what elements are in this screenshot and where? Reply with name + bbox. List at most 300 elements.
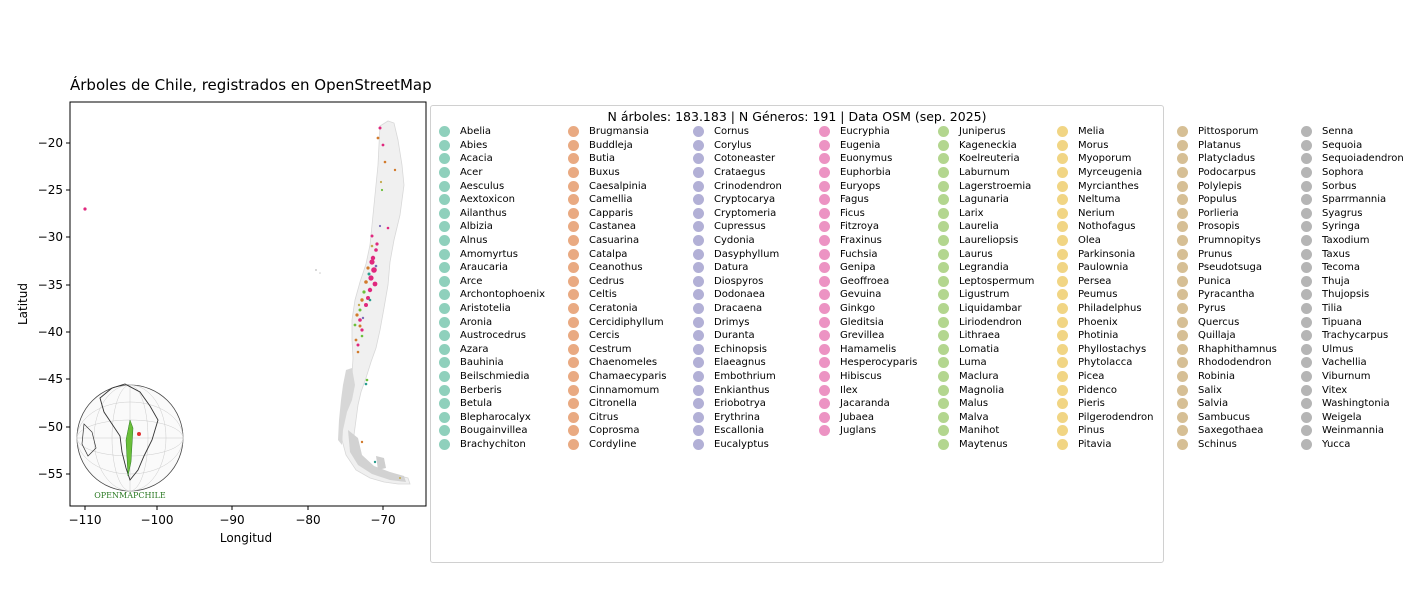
legend-item-label: Echinopsis — [714, 343, 767, 355]
legend-item — [819, 152, 917, 166]
legend-item-label: Sorbus — [1322, 180, 1357, 192]
legend-item — [1057, 302, 1153, 316]
legend-marker-icon — [693, 385, 704, 396]
legend-item — [819, 220, 917, 234]
legend-marker-icon — [439, 235, 450, 246]
legend-marker-icon — [938, 357, 949, 368]
y-tick-label: −55 — [37, 467, 63, 481]
legend-item-label: Berberis — [460, 384, 502, 396]
legend-item-label: Platanus — [1198, 139, 1241, 151]
legend-item-label: Laurus — [959, 248, 993, 260]
legend-marker-icon — [1301, 153, 1312, 164]
legend-marker-icon — [1057, 425, 1068, 436]
legend-marker-icon — [1301, 140, 1312, 151]
legend-marker-icon — [938, 385, 949, 396]
legend-marker-icon — [1177, 221, 1188, 232]
legend-marker-icon — [1057, 289, 1068, 300]
legend-item — [568, 275, 666, 289]
legend-item — [568, 220, 666, 234]
legend-marker-icon — [1057, 140, 1068, 151]
legend-marker-icon — [938, 344, 949, 355]
legend-marker-icon — [568, 153, 579, 164]
legend-item-label: Amomyrtus — [460, 248, 518, 260]
legend-item — [568, 383, 666, 397]
legend-title: N árboles: 183.183 | N Géneros: 191 | Data OSM (sep. 2025) — [607, 109, 987, 124]
legend-marker-icon — [1301, 303, 1312, 314]
legend-item — [439, 329, 545, 343]
legend-item-label: Jubaea — [840, 411, 875, 423]
legend-item-label: Pidenco — [1078, 384, 1118, 396]
legend-item — [439, 139, 545, 153]
legend-item-label: Dasyphyllum — [714, 248, 780, 260]
legend-marker-icon — [819, 208, 830, 219]
legend-item-label: Taxodium — [1322, 235, 1370, 247]
legend-item-label: Paulownia — [1078, 262, 1129, 274]
legend-item-label: Taxus — [1322, 248, 1351, 260]
legend-item — [693, 356, 782, 370]
legend-item-label: Blepharocalyx — [460, 411, 531, 423]
legend-item — [439, 261, 545, 275]
legend-item-label: Malus — [959, 398, 989, 410]
legend-item-label: Pyracantha — [1198, 289, 1255, 301]
legend-item — [1301, 438, 1404, 452]
y-tick-label: −25 — [37, 183, 63, 197]
legend-item — [439, 356, 545, 370]
legend-marker-icon — [693, 249, 704, 260]
legend-item-label: Ilex — [840, 384, 858, 396]
legend-marker-icon — [1301, 276, 1312, 287]
legend-item-label: Brugmansia — [589, 126, 649, 138]
legend-item — [1057, 288, 1153, 302]
legend-item-label: Quercus — [1198, 316, 1240, 328]
legend-item-label: Legrandia — [959, 262, 1009, 274]
legend-item — [1177, 397, 1277, 411]
legend-item — [1057, 410, 1153, 424]
legend-item-label: Fitzroya — [840, 221, 880, 233]
legend-marker-icon — [938, 371, 949, 382]
legend-item-label: Sequoiadendron — [1322, 153, 1404, 165]
legend-marker-icon — [819, 276, 830, 287]
legend-item-label: Luma — [959, 357, 987, 369]
legend-marker-icon — [1057, 194, 1068, 205]
legend-item-label: Ceanothus — [589, 262, 643, 274]
legend-item — [568, 288, 666, 302]
legend-marker-icon — [819, 126, 830, 137]
legend-item — [568, 329, 666, 343]
legend-item — [1057, 234, 1153, 248]
legend-item-label: Podocarpus — [1198, 167, 1256, 179]
legend-marker-icon — [819, 344, 830, 355]
legend-item — [819, 139, 917, 153]
legend-marker-icon — [568, 425, 579, 436]
legend-item-label: Cinnamomum — [589, 384, 660, 396]
legend-item-label: Aextoxicon — [460, 194, 515, 206]
inset-logo-text: OPENMAPCHILE — [94, 491, 166, 500]
legend-item — [693, 397, 782, 411]
legend-marker-icon — [938, 181, 949, 192]
legend-item — [1057, 139, 1153, 153]
legend-item — [439, 397, 545, 411]
legend-item — [439, 302, 545, 316]
legend-item-label: Lomatia — [959, 343, 1000, 355]
legend-item-label: Diospyros — [714, 275, 764, 287]
legend-item — [439, 288, 545, 302]
legend-item — [938, 329, 1034, 343]
legend-marker-icon — [1301, 194, 1312, 205]
legend-column — [439, 125, 545, 451]
legend-column — [938, 125, 1034, 451]
legend-item-label: Parkinsonia — [1078, 248, 1136, 260]
legend-item-label: Viburnum — [1322, 370, 1371, 382]
legend-marker-icon — [439, 194, 450, 205]
legend-marker-icon — [1057, 412, 1068, 423]
legend-item — [1301, 329, 1404, 343]
legend-item-label: Dracaena — [714, 303, 763, 315]
legend-item — [938, 220, 1034, 234]
y-tick-label: −30 — [37, 230, 63, 244]
legend-item-label: Tilia — [1322, 303, 1343, 315]
legend-item — [1301, 139, 1404, 153]
legend-marker-icon — [1301, 289, 1312, 300]
legend-item-label: Laureliopsis — [959, 235, 1019, 247]
map-title: Árboles de Chile, registrados en OpenStreetMap — [70, 76, 432, 94]
x-tick-label: −70 — [370, 513, 396, 527]
legend-item — [938, 166, 1034, 180]
legend-item-label: Picea — [1078, 370, 1105, 382]
legend-marker-icon — [693, 208, 704, 219]
legend-item-label: Kageneckia — [959, 139, 1017, 151]
legend-marker-icon — [568, 385, 579, 396]
legend-marker-icon — [439, 439, 450, 450]
legend-marker-icon — [1177, 208, 1188, 219]
legend-item — [819, 397, 917, 411]
legend-marker-icon — [693, 221, 704, 232]
legend-item — [1177, 410, 1277, 424]
legend-item-label: Thuja — [1322, 275, 1350, 287]
legend-item-label: Phyllostachys — [1078, 343, 1147, 355]
legend-marker-icon — [693, 330, 704, 341]
legend-marker-icon — [938, 276, 949, 287]
legend-item — [1057, 370, 1153, 384]
legend-marker-icon — [1057, 439, 1068, 450]
legend-marker-icon — [693, 194, 704, 205]
legend-marker-icon — [693, 262, 704, 273]
legend-item-label: Neltuma — [1078, 194, 1121, 206]
legend-item — [938, 397, 1034, 411]
legend-marker-icon — [1301, 208, 1312, 219]
legend-marker-icon — [1177, 344, 1188, 355]
x-tick-label: −100 — [140, 513, 174, 527]
legend-marker-icon — [568, 330, 579, 341]
legend-marker-icon — [693, 289, 704, 300]
legend-item-label: Geoffroea — [840, 275, 890, 287]
legend-item — [693, 275, 782, 289]
legend-marker-icon — [1057, 235, 1068, 246]
legend-column — [1301, 125, 1404, 451]
legend-item — [1177, 152, 1277, 166]
legend-item-label: Corylus — [714, 139, 752, 151]
legend-item-label: Liriodendron — [959, 316, 1022, 328]
legend-item-label: Manihot — [959, 425, 1000, 437]
legend-item-label: Tipuana — [1322, 316, 1362, 328]
legend-item-label: Yucca — [1322, 438, 1351, 450]
legend-item — [1057, 261, 1153, 275]
legend-marker-icon — [439, 208, 450, 219]
legend-item-label: Pinus — [1078, 425, 1105, 437]
legend-item-label: Myrcianthes — [1078, 180, 1139, 192]
legend-column — [819, 125, 917, 438]
legend-marker-icon — [439, 303, 450, 314]
legend-item-label: Sophora — [1322, 167, 1364, 179]
legend-item — [819, 275, 917, 289]
map-plot — [0, 0, 430, 602]
legend-marker-icon — [1177, 181, 1188, 192]
legend-marker-icon — [439, 425, 450, 436]
legend-item — [819, 207, 917, 221]
legend-marker-icon — [568, 398, 579, 409]
legend-item-label: Philadelphus — [1078, 303, 1142, 315]
legend-item — [693, 261, 782, 275]
legend-marker-icon — [819, 181, 830, 192]
legend-item-label: Erythrina — [714, 411, 760, 423]
legend-marker-icon — [568, 181, 579, 192]
legend-item-label: Camellia — [589, 194, 633, 206]
legend-marker-icon — [439, 412, 450, 423]
legend-marker-icon — [819, 412, 830, 423]
legend-item-label: Koelreuteria — [959, 153, 1020, 165]
legend-marker-icon — [693, 425, 704, 436]
legend-item-label: Prunus — [1198, 248, 1233, 260]
legend-item-label: Alnus — [460, 235, 488, 247]
legend-item-label: Hibiscus — [840, 370, 882, 382]
legend-item-label: Salix — [1198, 384, 1222, 396]
legend-marker-icon — [1301, 385, 1312, 396]
legend-item — [1301, 343, 1404, 357]
legend-item-label: Ceratonia — [589, 303, 638, 315]
legend-item — [1057, 356, 1153, 370]
legend-item — [1057, 166, 1153, 180]
legend-marker-icon — [568, 167, 579, 178]
legend-marker-icon — [1057, 181, 1068, 192]
legend-item-label: Ligustrum — [959, 289, 1010, 301]
legend-item — [819, 166, 917, 180]
legend-item-label: Pseudotsuga — [1198, 262, 1262, 274]
legend-item-label: Abies — [460, 139, 488, 151]
legend-marker-icon — [938, 153, 949, 164]
legend-item — [819, 247, 917, 261]
legend-marker-icon — [1057, 221, 1068, 232]
legend-marker-icon — [1177, 235, 1188, 246]
y-tick-label: −20 — [37, 136, 63, 150]
legend-item — [1177, 315, 1277, 329]
legend-item — [439, 166, 545, 180]
legend-marker-icon — [568, 221, 579, 232]
legend-item-label: Leptospermum — [959, 275, 1035, 287]
legend-item — [819, 179, 917, 193]
legend-item — [1057, 179, 1153, 193]
legend-marker-icon — [1301, 221, 1312, 232]
legend-marker-icon — [1177, 385, 1188, 396]
legend-item — [938, 247, 1034, 261]
legend-item — [1301, 424, 1404, 438]
legend-item — [693, 424, 782, 438]
legend-marker-icon — [439, 398, 450, 409]
legend-marker-icon — [568, 439, 579, 450]
legend-item — [1057, 207, 1153, 221]
legend-marker-icon — [1057, 371, 1068, 382]
legend-item — [568, 207, 666, 221]
legend-item-label: Catalpa — [589, 248, 628, 260]
legend-marker-icon — [439, 153, 450, 164]
legend-item-label: Dodonaea — [714, 289, 766, 301]
legend-item-label: Peumus — [1078, 289, 1118, 301]
legend-marker-icon — [693, 167, 704, 178]
legend-item — [938, 261, 1034, 275]
legend-item — [439, 152, 545, 166]
legend-item-label: Syagrus — [1322, 207, 1363, 219]
legend-item — [439, 179, 545, 193]
legend-item-label: Thujopsis — [1322, 289, 1370, 301]
legend-marker-icon — [439, 126, 450, 137]
legend-marker-icon — [568, 249, 579, 260]
legend-item-label: Genipa — [840, 262, 876, 274]
legend-item-label: Datura — [714, 262, 749, 274]
legend-marker-icon — [439, 140, 450, 151]
legend-item — [1177, 383, 1277, 397]
legend-marker-icon — [1301, 167, 1312, 178]
legend-marker-icon — [938, 262, 949, 273]
legend-item — [693, 247, 782, 261]
legend-item-label: Sambucus — [1198, 411, 1250, 423]
legend-item — [819, 383, 917, 397]
legend-marker-icon — [819, 303, 830, 314]
legend-marker-icon — [1177, 425, 1188, 436]
legend-item-label: Hamamelis — [840, 343, 897, 355]
legend-marker-icon — [693, 317, 704, 328]
legend-item — [938, 207, 1034, 221]
legend-item-label: Casuarina — [589, 235, 640, 247]
legend-marker-icon — [819, 398, 830, 409]
legend-item — [568, 370, 666, 384]
legend-item — [819, 125, 917, 139]
legend-item — [693, 234, 782, 248]
legend-item — [819, 234, 917, 248]
legend-marker-icon — [1301, 330, 1312, 341]
legend-item-label: Chaenomeles — [589, 357, 658, 369]
legend-item-label: Gleditsia — [840, 316, 884, 328]
legend-marker-icon — [568, 140, 579, 151]
legend-marker-icon — [1057, 330, 1068, 341]
legend-item-label: Jacaranda — [840, 398, 890, 410]
legend-marker-icon — [1301, 181, 1312, 192]
legend-item — [1177, 139, 1277, 153]
legend-item — [568, 247, 666, 261]
legend-marker-icon — [938, 412, 949, 423]
legend-marker-icon — [1177, 439, 1188, 450]
legend-item — [1301, 302, 1404, 316]
legend-marker-icon — [568, 194, 579, 205]
legend-item-label: Weinmannia — [1322, 425, 1385, 437]
legend-item — [938, 410, 1034, 424]
legend-item-label: Prumnopitys — [1198, 235, 1261, 247]
legend-marker-icon — [819, 317, 830, 328]
legend-marker-icon — [819, 167, 830, 178]
legend-item-label: Cotoneaster — [714, 153, 776, 165]
legend-item-label: Eucryphia — [840, 126, 890, 138]
legend-marker-icon — [439, 249, 450, 260]
legend-item-label: Maytenus — [959, 438, 1008, 450]
legend-item-label: Lagunaria — [959, 194, 1009, 206]
legend-item — [568, 302, 666, 316]
legend-item-label: Eucalyptus — [714, 438, 769, 450]
legend-marker-icon — [693, 140, 704, 151]
legend-item-label: Pittosporum — [1198, 126, 1259, 138]
legend-marker-icon — [938, 221, 949, 232]
legend-item — [938, 275, 1034, 289]
legend-item — [1301, 356, 1404, 370]
legend-item-label: Phoenix — [1078, 316, 1118, 328]
legend-marker-icon — [439, 262, 450, 273]
legend-item — [693, 410, 782, 424]
legend-item — [1177, 370, 1277, 384]
legend-marker-icon — [1301, 317, 1312, 328]
legend-item-label: Euonymus — [840, 153, 893, 165]
legend-item — [819, 356, 917, 370]
legend-item-label: Duranta — [714, 330, 755, 342]
legend-item-label: Syringa — [1322, 221, 1360, 233]
legend-item-label: Azara — [460, 343, 489, 355]
legend-marker-icon — [1177, 249, 1188, 260]
legend-marker-icon — [439, 344, 450, 355]
legend-item — [439, 370, 545, 384]
legend-item — [1301, 261, 1404, 275]
legend-item-label: Bauhinia — [460, 357, 504, 369]
legend-item-label: Rhododendron — [1198, 357, 1272, 369]
legend-item-label: Crataegus — [714, 167, 766, 179]
legend-marker-icon — [568, 357, 579, 368]
legend-item-label: Polylepis — [1198, 180, 1242, 192]
legend-marker-icon — [568, 208, 579, 219]
legend-item — [1057, 397, 1153, 411]
legend-item — [938, 383, 1034, 397]
legend-marker-icon — [1301, 398, 1312, 409]
legend-marker-icon — [938, 330, 949, 341]
legend-marker-icon — [439, 289, 450, 300]
legend-item — [938, 179, 1034, 193]
legend-marker-icon — [938, 317, 949, 328]
legend-item — [819, 370, 917, 384]
legend-item — [1301, 275, 1404, 289]
legend-item-label: Cryptocarya — [714, 194, 776, 206]
legend-marker-icon — [1177, 140, 1188, 151]
legend-item-label: Nerium — [1078, 207, 1115, 219]
legend-marker-icon — [819, 357, 830, 368]
legend-item — [693, 370, 782, 384]
legend-marker-icon — [568, 371, 579, 382]
legend-marker-icon — [439, 181, 450, 192]
legend-item — [1301, 207, 1404, 221]
legend-marker-icon — [1177, 371, 1188, 382]
legend-item — [693, 438, 782, 452]
legend-item — [1301, 166, 1404, 180]
legend-marker-icon — [693, 303, 704, 314]
legend-column — [1177, 125, 1277, 451]
legend-marker-icon — [1177, 357, 1188, 368]
legend-item — [693, 220, 782, 234]
legend-marker-icon — [568, 344, 579, 355]
legend-item — [1301, 383, 1404, 397]
legend-marker-icon — [439, 330, 450, 341]
